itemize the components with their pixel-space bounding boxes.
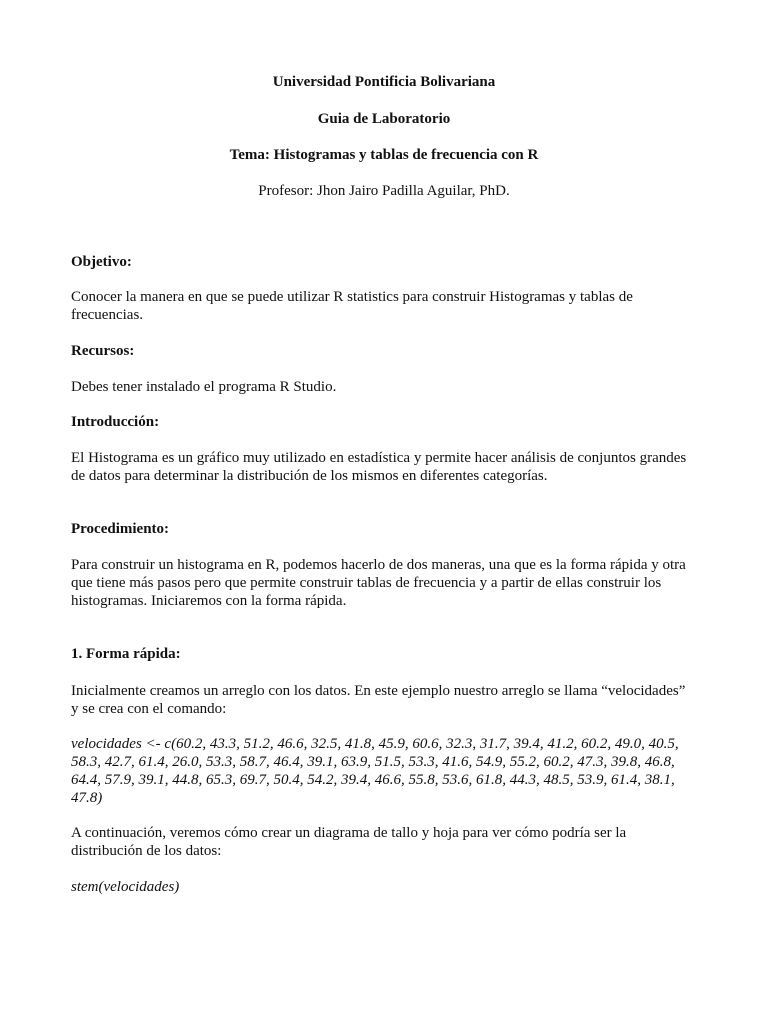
- code-line: 64.4, 57.9, 39.1, 44.8, 65.3, 69.7, 50.4, 54.2, 39.4, 46.6, 55.8, 53.6, 61.8, 44.3, 48.5, 53.9, 61.4, 38.1,: [71, 772, 675, 788]
- introduccion-paragraph: [71, 449, 697, 485]
- code-line: 58.3, 42.7, 61.4, 26.0, 53.3, 58.7, 46.4, 39.1, 63.9, 51.5, 53.3, 41.6, 54.9, 55.2, 60.2, 47.3, 39.8, 46.8,: [71, 754, 675, 770]
- paragraph-line: y se crea con el comando:: [71, 701, 227, 717]
- paragraph-line: Para construir un histograma en R, podemos hacerlo de dos maneras, una que es la forma rápida y otra: [71, 557, 686, 573]
- paragraph-line: frecuencias.: [71, 307, 144, 323]
- forma-rapida-heading: 1. Forma rápida:: [71, 646, 181, 662]
- procedimiento-heading: Procedimiento:: [71, 521, 170, 537]
- guide-title: Guia de Laboratorio: [317, 111, 451, 127]
- forma-rapida-intro: [71, 682, 697, 718]
- paragraph-line: Inicialmente creamos un arreglo con los datos. En este ejemplo nuestro arreglo se llama “velocidades”: [71, 683, 686, 699]
- professor-line: Profesor: Jhon Jairo Padilla Aguilar, PhD.: [258, 183, 510, 199]
- paragraph-line: El Histograma es un gráfico muy utilizado en estadística y permite hacer análisis de conjuntos grandes: [71, 450, 687, 466]
- procedimiento-paragraph: [71, 556, 697, 610]
- paragraph-line: de datos para determinar la distribución de los mismos en diferentes categorías.: [71, 468, 548, 484]
- paragraph-line: Conocer la manera en que se puede utilizar R statistics para construir Histogramas y tablas de: [71, 289, 633, 305]
- paragraph-line: distribución de los datos:: [71, 843, 222, 859]
- objetivo-heading: Objetivo:: [71, 254, 132, 270]
- recursos-heading: Recursos:: [71, 343, 135, 359]
- university-title: Universidad Pontificia Bolivariana: [272, 74, 496, 90]
- objetivo-paragraph: [71, 288, 697, 324]
- paragraph-line: A continuación, veremos cómo crear un diagrama de tallo y hoja para ver cómo podría ser la: [71, 825, 627, 841]
- paragraph-line: histogramas. Iniciaremos con la forma rápida.: [71, 593, 347, 609]
- forma-rapida-followup: [71, 824, 697, 860]
- topic-title: Tema: Histogramas y tablas de frecuencia con R: [229, 147, 539, 163]
- recursos-paragraph: [71, 378, 697, 396]
- introduccion-heading: Introducción:: [71, 414, 160, 430]
- paragraph-line: que tiene más pasos pero que permite construir tablas de frecuencia y a partir de ellas construir los: [71, 575, 662, 591]
- paragraph-line: Debes tener instalado el programa R Studio.: [71, 379, 337, 395]
- velocidades-code: [71, 735, 697, 807]
- stem-command: stem(velocidades): [71, 879, 180, 895]
- code-line: velocidades <- c(60.2, 43.3, 51.2, 46.6, 32.5, 41.8, 45.9, 60.6, 32.3, 31.7, 39.4, 41.2, 60.2, 49.0, 40.5,: [71, 736, 679, 752]
- code-line: 47.8): [71, 790, 103, 806]
